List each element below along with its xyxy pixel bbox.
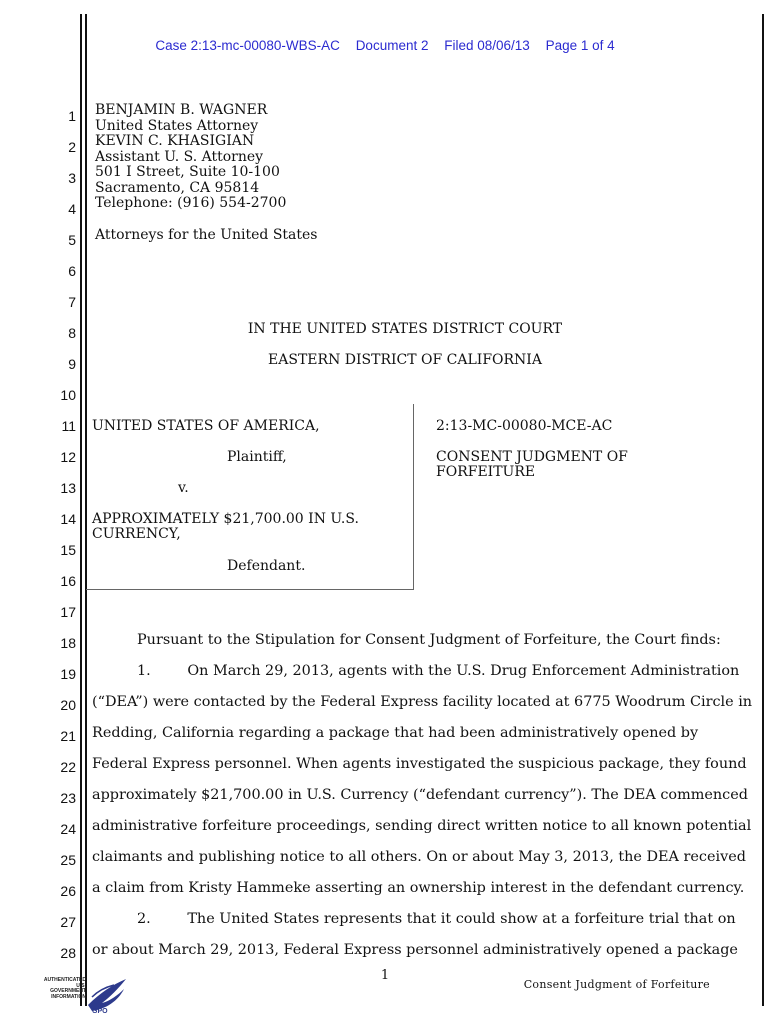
seal-line: AUTHENTICATED [43, 977, 86, 983]
line-number: 14 [60, 511, 76, 527]
line-number: 20 [60, 697, 76, 713]
body-line: a claim from Kristy Hammeke asserting an ownership interest in the defendant currency. [92, 880, 745, 896]
line-number: 16 [60, 573, 76, 589]
line-number: 1 [68, 108, 76, 124]
attorney-line: 501 I Street, Suite 10-100 [95, 164, 280, 180]
line-number: 19 [60, 666, 76, 682]
line-number: 17 [60, 604, 76, 620]
line-number: 27 [60, 914, 76, 930]
defendant-name-line-1: APPROXIMATELY $21,700.00 IN U.S. [92, 511, 359, 527]
body-line: administrative forfeiture proceedings, sending direct written notice to all known potential [92, 818, 752, 834]
attorney-line: Telephone: (916) 554-2700 [95, 195, 287, 211]
plaintiff-role: Plaintiff, [227, 449, 287, 465]
line-number: 12 [60, 449, 76, 465]
plaintiff-name: UNITED STATES OF AMERICA, [92, 418, 320, 434]
defendant-name-line-2: CURRENCY, [92, 526, 181, 542]
seal-gpo-label: GPO [92, 1008, 108, 1015]
line-number: 15 [60, 542, 76, 558]
versus: v. [178, 480, 189, 496]
attorney-line: Assistant U. S. Attorney [95, 149, 264, 165]
body-line: Federal Express personnel. When agents investigated the suspicious package, they found [92, 756, 747, 772]
line-number: 18 [60, 635, 76, 651]
line-number: 10 [60, 387, 76, 403]
line-number: 8 [68, 325, 76, 341]
line-number: 23 [60, 790, 76, 806]
line-number: 2 [68, 139, 76, 155]
gpo-eagle-logo [40, 975, 130, 1015]
line-number: 7 [68, 294, 76, 310]
document-title-line-2: FORFEITURE [436, 464, 536, 480]
seal-line: INFORMATION [51, 993, 86, 1000]
body-line: 1. On March 29, 2013, agents with the U.S. Drug Enforcement Administration [137, 663, 740, 679]
case-number-header: Case 2:13-mc-00080-WBS-AC [155, 38, 340, 53]
ecf-header [0, 38, 770, 53]
line-number: 9 [68, 356, 76, 372]
line-number: 6 [68, 263, 76, 279]
body-line: Redding, California regarding a package that had been administratively opened by [92, 725, 699, 741]
line-number: 4 [68, 201, 76, 217]
line-number: 26 [60, 883, 76, 899]
body-line: claimants and publishing notice to all others. On or about May 3, 2013, the DEA received [92, 849, 746, 865]
attorney-line: KEVIN C. KHASIGIAN [95, 133, 255, 149]
body-line: approximately $21,700.00 in U.S. Currency (“defendant currency”). The DEA commenced [92, 787, 748, 803]
line-number: 25 [60, 852, 76, 868]
line-number: 13 [60, 480, 76, 496]
line-number: 22 [60, 759, 76, 775]
right-margin-rule [762, 14, 764, 1006]
line-number: 3 [68, 170, 76, 186]
page-number: 1 [380, 968, 390, 983]
attorney-line: United States Attorney [95, 118, 259, 134]
line-number: 11 [61, 418, 76, 434]
line-number: 5 [68, 232, 76, 248]
line-number: 24 [60, 821, 76, 837]
seal-line: U.S. GOVERNMENT [50, 982, 86, 994]
footer-title: Consent Judgment of Forfeiture [523, 978, 710, 991]
page-count-header: Page 1 of 4 [545, 38, 615, 53]
defendant-role: Defendant. [227, 558, 306, 574]
district-name: EASTERN DISTRICT OF CALIFORNIA [268, 352, 542, 368]
filed-date-header: Filed 08/06/13 [444, 38, 530, 53]
body-line: Pursuant to the Stipulation for Consent Judgment of Forfeiture, the Court finds: [137, 632, 721, 648]
attorneys-for-line: Attorneys for the United States [95, 227, 318, 243]
body-line: or about March 29, 2013, Federal Express personnel administratively opened a package [92, 942, 738, 958]
body-line: 2. The United States represents that it could show at a forfeiture trial that on [137, 911, 736, 927]
line-number: 21 [60, 728, 76, 744]
case-number: 2:13-MC-00080-MCE-AC [436, 418, 613, 434]
document-number-header: Document 2 [355, 38, 429, 53]
court-name: IN THE UNITED STATES DISTRICT COURT [247, 321, 563, 337]
left-margin-rule [80, 14, 82, 1006]
attorney-line: BENJAMIN B. WAGNER [95, 102, 268, 118]
document-title-line-1: CONSENT JUDGMENT OF [436, 449, 628, 465]
line-number: 28 [60, 945, 76, 961]
body-line: (“DEA”) were contacted by the Federal Express facility located at 6775 Woodrum Circle in [92, 694, 753, 710]
attorney-line: Sacramento, CA 95814 [95, 180, 260, 196]
